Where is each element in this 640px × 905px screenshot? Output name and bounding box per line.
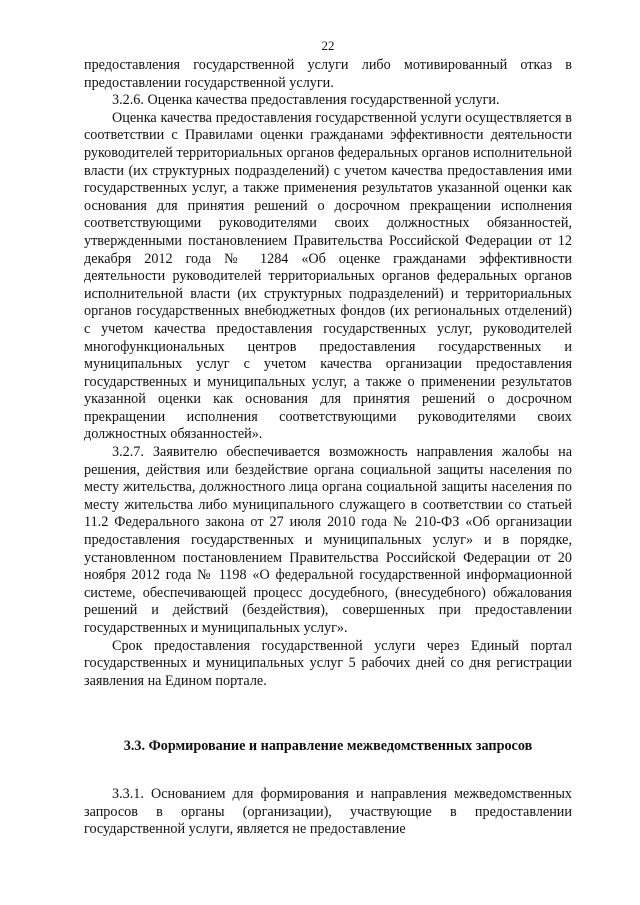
section-heading-3-3: 3.3. Формирование и направление межведомственных запросов	[123, 738, 533, 755]
paragraph-3-2-7-complaints: 3.2.7. Заявителю обеспечивается возможность направления жалобы на решения, действия или бездействие органа социальной защиты населения по месту жительства, должностного лица органа социальной защиты населения по месту жительства либо муниципального служащего в соответствии со статьей 11.2 Федерального закона от 27 июля 2010 года № 210-ФЗ «Об организации предоставления государственных и муниципальных услуг» и в порядке, установленном постановлением Правительства Российской Федерации от 20 ноября 2012 года № 1198 «О федеральной государственной информационной системе, обеспечивающей процесс досудебного, (внесудебного) обжалования решений и действий (бездействия), совершенных при предоставлении государственных и муниципальных услуг».	[84, 444, 572, 636]
paragraph-3-3-1: 3.3.1. Основанием для формирования и направления межведомственных запросов в органы (организации), участвующие в предоставлении государственной услуги, является не предоставление	[84, 785, 572, 838]
paragraph-portal-deadline: Срок предоставления государственной услуги через Единый портал государственных и муниципальных услуг 5 рабочих дней со дня регистрации заявления на Едином портале.	[84, 637, 572, 689]
paragraph-3-2-6-title: 3.2.6. Оценка качества предоставления государственной услуги.	[112, 92, 500, 109]
page-number: 22	[321, 38, 335, 53]
paragraph-refusal-continuation: предоставления государственной услуги либо мотивированный отказ в предоставлении государственной услуги.	[84, 57, 572, 91]
paragraph-quality-assessment: Оценка качества предоставления государственной услуги осуществляется в соответствии с Правилами оценки гражданами эффективности деятельности руководителей территориальных органов федеральных органов исполнительной власти (их структурных подразделений) с учетом качества предоставления ими государственных услуг, а также применения результатов указанной оценки как основания для принятия решений о досрочном прекращении исполнения соответствующими руководителями своих должностных обязанностей, утвержденными постановлением Правительства Российской Федерации от 12 декабря 2012 года № 1284 «Об оценке гражданами эффективности деятельности руководителей территориальных органов федеральных органов исполнительной власти (их структурных подразделений) и территориальных органов государственных внебюджетных фондов (их региональных отделений) с учетом качества предоставления государственных услуг, руководителей многофункциональных центров предоставления государственных и муниципальных услуг с учетом качества организации предоставления государственных и муниципальных услуг, а также о применении результатов указанной оценки как основания для принятия решений о досрочном прекращении исполнения соответствующими руководителями своих должностных обязанностей».	[84, 109, 572, 443]
